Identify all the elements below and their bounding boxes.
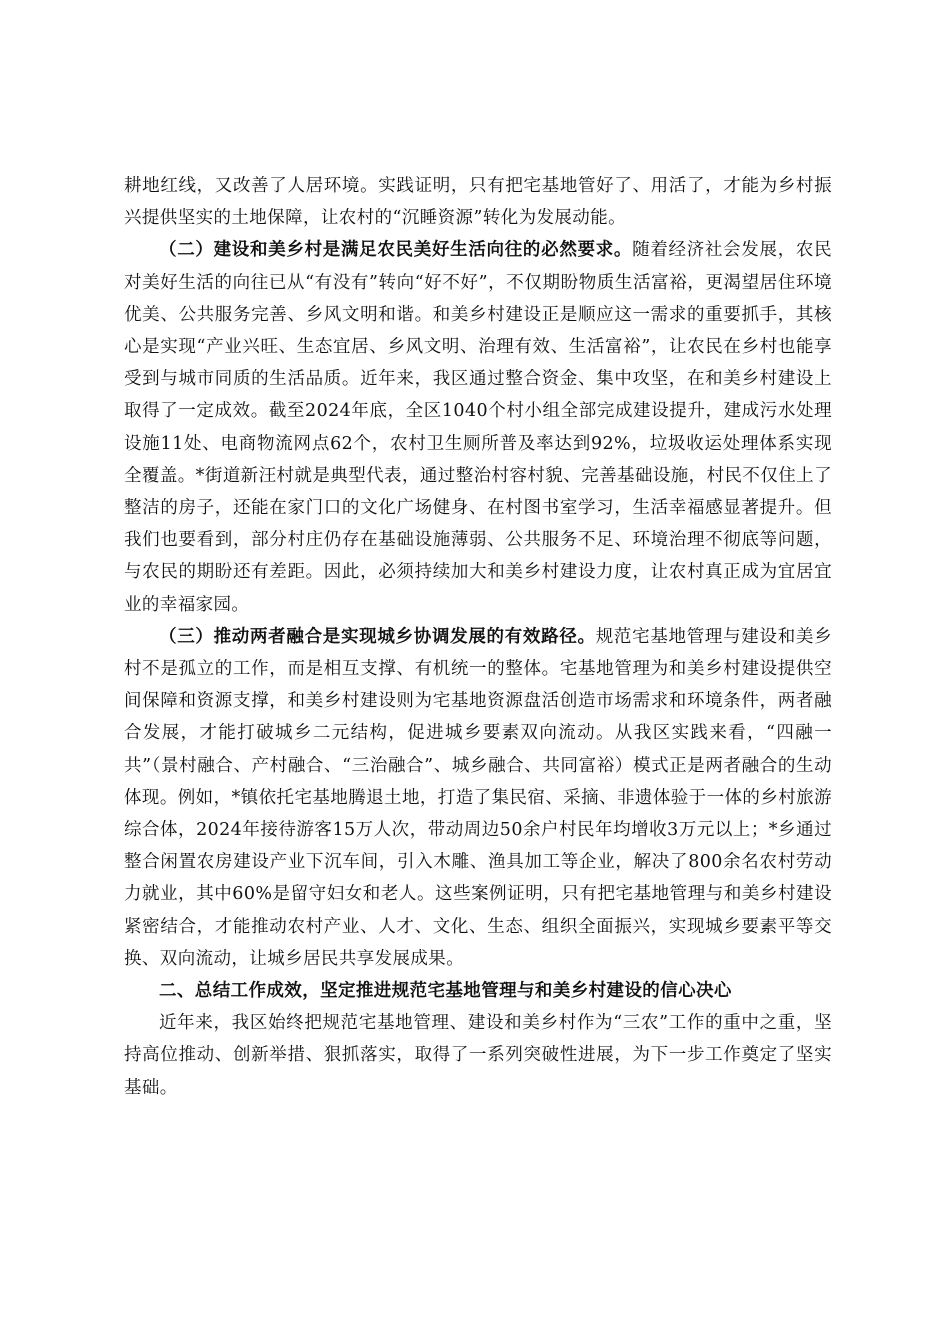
paragraph-continuation [124, 170, 832, 234]
chapter-heading [124, 975, 832, 1007]
paragraph-section-3 [124, 621, 832, 975]
section-heading: （二）建设和美乡村是满足农民美好生活向往的必然要求。 [159, 240, 633, 261]
paragraph-section-2 [124, 234, 832, 620]
paragraph-text: 规范宅基地管理与建设和美乡村不是孤立的工作，而是相互支撑、有机统一的整体。宅基地管理为和美乡村建设提供空间保障和资源支撑，和美乡村建设则为宅基地资源盘活创造市场需求和环境条件，两者融合发展，才能打破城乡二元结构，促进城乡要素双向流动。从我区实践来看，“四融一共”（景村融合、产村融合、“三治融合”、城乡融合、共同富裕）模式正是两者融合的生动体现。例如，*镇依托宅基地腾退土地，打造了集民宿、采摘、非遗体验于一体的乡村旅游综合体，2024年接待游客15万人次，带动周边50余户村民年均增收3万元以上；*乡通过整合闲置农房建设产业下沉车间，引入木雕、渔具加工等企业，解决了800余名农村劳动力就业，其中60%是留守妇女和老人。这些案例证明，只有把宅基地管理与和美乡村建设紧密结合，才能推动农村产业、人才、文化、生态、组织全面振兴，实现城乡要素平等交换、双向流动，让城乡居民共享发展成果。 [124, 626, 832, 969]
paragraph-intro [124, 1007, 832, 1104]
chapter-heading-text: 二、总结工作成效，坚定推进规范宅基地管理与和美乡村建设的信心决心 [159, 981, 732, 1002]
document-page [124, 170, 832, 1104]
paragraph-text: 耕地红线，又改善了人居环境。实践证明，只有把宅基地管好了、用活了，才能为乡村振兴提供坚实的土地保障，让农村的“沉睡资源”转化为发展动能。 [124, 176, 832, 229]
paragraph-text: 近年来，我区始终把规范宅基地管理、建设和美乡村作为“三农”工作的重中之重，坚持高位推动、创新举措、狠抓落实，取得了一系列突破性进展，为下一步工作奠定了坚实基础。 [124, 1013, 832, 1098]
paragraph-text: 随着经济社会发展，农民对美好生活的向往已从“有没有”转向“好不好”，不仅期盼物质生活富裕，更渴望居住环境优美、公共服务完善、乡风文明和谐。和美乡村建设正是顺应这一需求的重要抓手，其核心是实现“产业兴旺、生态宜居、乡风文明、治理有效、生活富裕”，让农民在乡村也能享受到与城市同质的生活品质。近年来，我区通过整合资金、集中攻坚，在和美乡村建设上取得了一定成效。截至2024年底，全区1040个村小组全部完成建设提升，建成污水处理设施11处、电商物流网点62个，农村卫生厕所普及率达到92%，垃圾收运处理体系实现全覆盖。*街道新汪村就是典型代表，通过整治村容村貌、完善基础设施，村民不仅住上了整洁的房子，还能在家门口的文化广场健身、在村图书室学习，生活幸福感显著提升。但我们也要看到，部分村庄仍存在基础设施薄弱、公共服务不足、环境治理不彻底等问题，与农民的期盼还有差距。因此，必须持续加大和美乡村建设力度，让农村真正成为宜居宜业的幸福家园。 [124, 240, 832, 615]
section-heading: （三）推动两者融合是实现城乡协调发展的有效路径。 [159, 626, 596, 647]
